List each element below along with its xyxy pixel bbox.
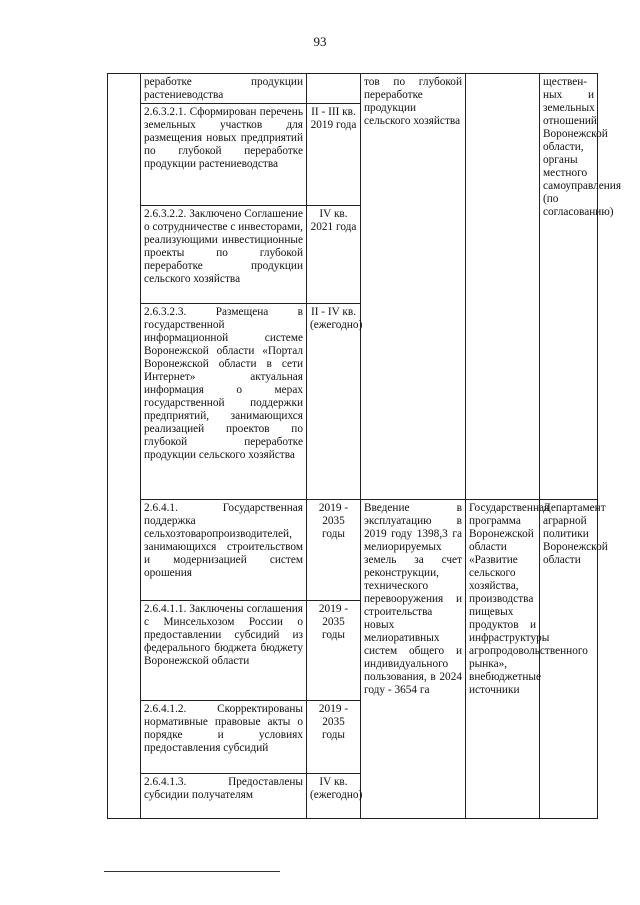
period-cell: IV кв. 2021 года [307, 206, 361, 304]
measures-table [107, 73, 622, 819]
row-number-cell [108, 74, 141, 819]
executor-cell: Департамент аграрной политики Воронежской области [540, 500, 598, 819]
period-cell [307, 74, 361, 104]
measure-cell: 2.6.4.1.1. Заключены соглашения с Минсельхозом России о предоставлении субсидий из федерального бюджета бюджету Воронежской области [141, 601, 307, 701]
period-cell: II - III кв. 2019 года [307, 104, 361, 206]
period-cell: 2019 - 2035 годы [307, 601, 361, 701]
period-cell: 2019 - 2035 годы [307, 701, 361, 774]
period-cell: IV кв. (ежегодно) [307, 774, 361, 819]
period-cell: II - IV кв. (ежегодно) [307, 304, 361, 500]
program-cell: Государственная программа Воронежской области «Развитие сельского хозяйства, производства пищевых продуктов и инфраструктуры агропродовольственного рынка», внебюджетные источники [466, 500, 540, 819]
measure-cell: реработке продукции растениеводства [141, 74, 307, 104]
measure-cell: 2.6.4.1.3. Предоставлены субсидии получателям [141, 774, 307, 819]
footnote-divider [104, 871, 280, 872]
result-cell: Введение в эксплуатацию в 2019 году 1398,3 га мелиорируемых земель за счет реконструкции, технического перевооружения и строительства новых мелиоративных систем общего и индивидуального пользования, в 2024 году - 3654 га [361, 500, 466, 819]
measure-cell: 2.6.3.2.2. Заключено Соглашение о сотрудничестве с инвесторами, реализующими инвестиционные проекты по глубокой переработке продукции сельского хозяйства [141, 206, 307, 304]
result-cell: тов по глубокой переработке продукции сельского хозяйства [361, 74, 466, 500]
measure-cell: 2.6.3.2.1. Сформирован перечень земельных участков для размещения новых предприятий по глубокой переработке продукции растениеводства [141, 104, 307, 206]
table-row [108, 500, 598, 601]
page-number: 93 [313, 34, 327, 49]
program-cell [466, 74, 540, 500]
measure-cell: 2.6.3.2.3. Размещена в государственной информационной системе Воронежской области «Портал Воронежской области в сети Интернет» актуальная информация о мерах государственной поддержки предприятий, занимающихся реализацией проектов по глубокой переработке продукции сельского хозяйства [141, 304, 307, 500]
executor-cell: ществен-ных и земельных отношений Воронежской области, органы местного самоуправления (по согласованию) [540, 74, 598, 500]
table-row [108, 74, 598, 104]
period-cell: 2019 - 2035 годы [307, 500, 361, 601]
measure-cell: 2.6.4.1.2. Скорректированы нормативные правовые акты о порядке и условиях предоставления субсидий [141, 701, 307, 774]
measure-cell: 2.6.4.1. Государственная поддержка сельхозтоваропроизводителей, занимающихся строительством и модернизацией систем орошения [141, 500, 307, 601]
